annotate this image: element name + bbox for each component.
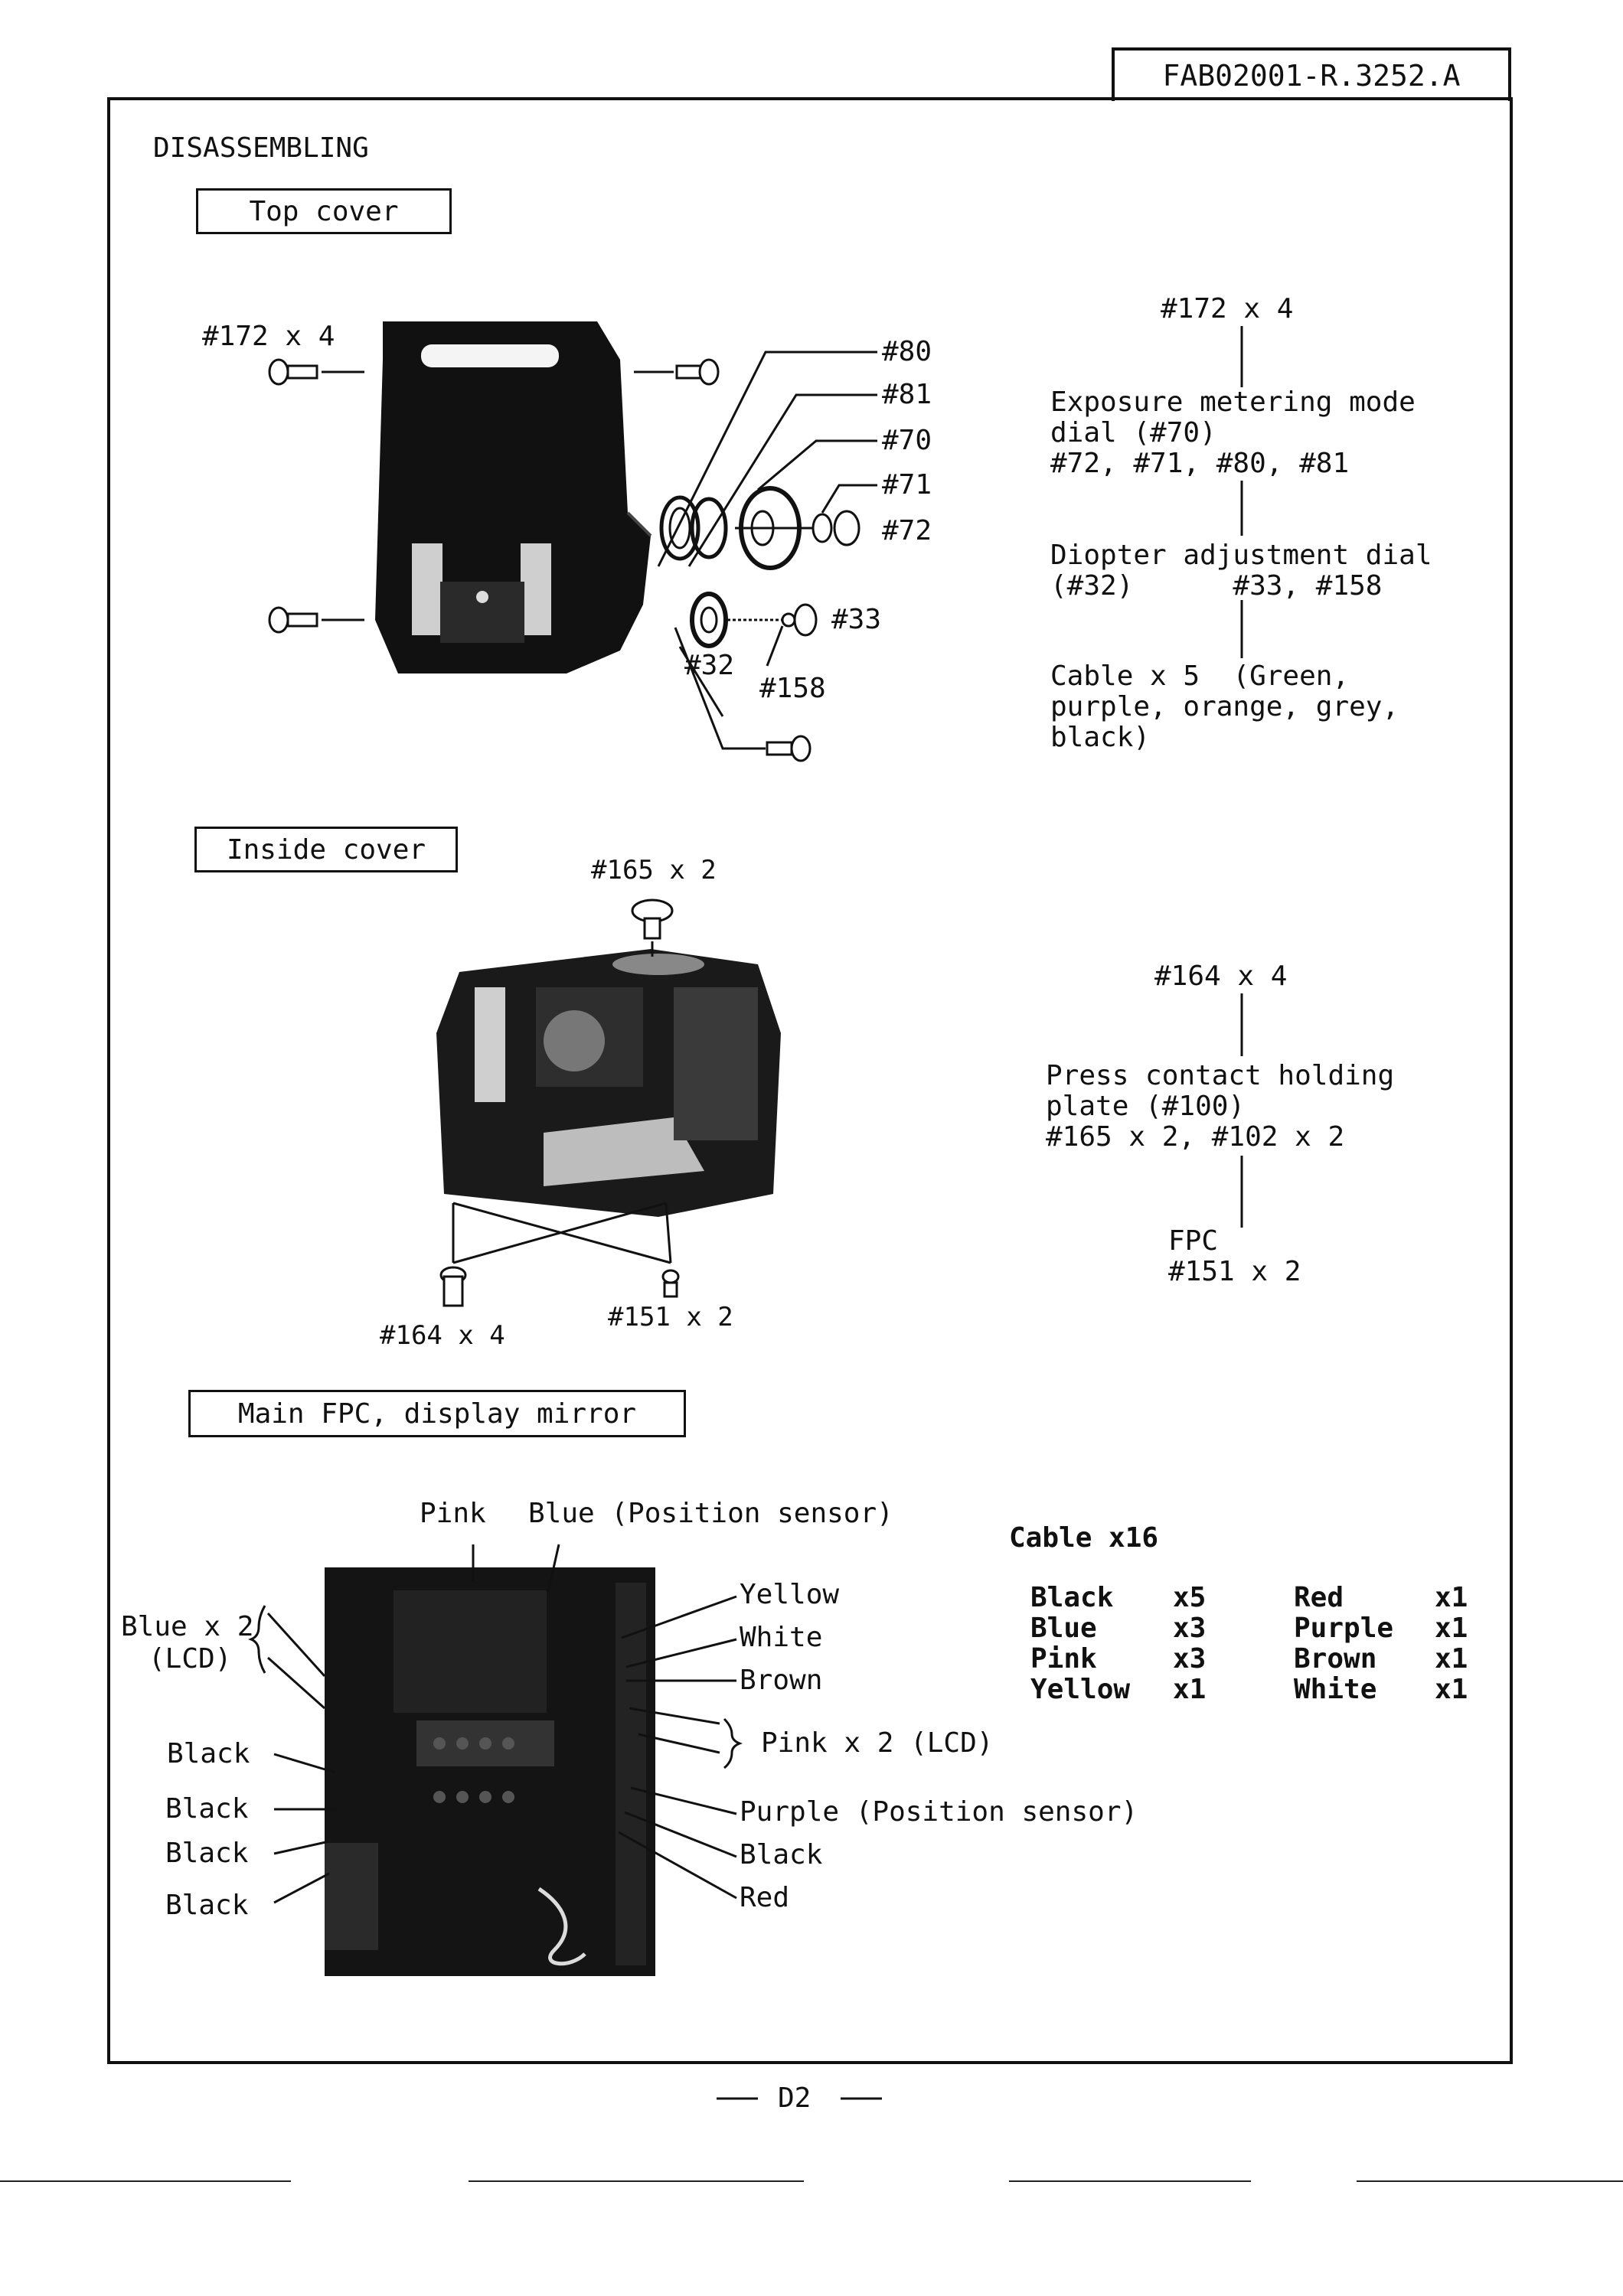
callout-black-right: Black bbox=[740, 1839, 823, 1870]
callout-blue-position-sensor: Blue (Position sensor) bbox=[528, 1498, 893, 1529]
top-flow-step4-line1: Cable x 5 (Green, bbox=[1050, 660, 1350, 692]
callout-part-151: #151 x 2 bbox=[608, 1302, 733, 1332]
callout-part-72: #72 bbox=[882, 515, 932, 546]
inside-flow-step2-line1: Press contact holding bbox=[1046, 1060, 1395, 1091]
cable-count: x1 bbox=[1435, 1582, 1468, 1613]
cable-count: x3 bbox=[1173, 1613, 1207, 1644]
callout-blue-x2: Blue x 2 bbox=[121, 1611, 254, 1642]
callout-part-80: #80 bbox=[882, 336, 932, 367]
callout-white: White bbox=[740, 1622, 823, 1653]
callout-part-32: #32 bbox=[684, 650, 735, 681]
top-flow-step3-line1: Diopter adjustment dial bbox=[1050, 540, 1432, 571]
callout-pink-x2-lcd: Pink x 2 (LCD) bbox=[761, 1727, 994, 1759]
cable-table-title: Cable x16 bbox=[1009, 1522, 1159, 1554]
cable-color: White bbox=[1294, 1674, 1377, 1705]
callout-black-4: Black bbox=[165, 1890, 249, 1921]
section-label-inside-cover: Inside cover bbox=[194, 827, 458, 872]
callout-red: Red bbox=[740, 1882, 790, 1913]
callout-purple-position-sensor: Purple (Position sensor) bbox=[740, 1796, 1138, 1828]
top-flow-step2-line1: Exposure metering mode bbox=[1050, 386, 1416, 418]
inside-flow-step3-line2: #151 x 2 bbox=[1168, 1256, 1301, 1287]
callout-pink-top: Pink bbox=[420, 1498, 486, 1529]
callout-lcd: (LCD) bbox=[149, 1643, 232, 1675]
inside-flow-step2-line2: plate (#100) bbox=[1046, 1091, 1246, 1122]
top-flow-step2-line2: dial (#70) bbox=[1050, 417, 1216, 448]
callout-black-2: Black bbox=[165, 1793, 249, 1825]
callout-screw-172: #172 x 4 bbox=[202, 321, 335, 352]
cable-count: x3 bbox=[1173, 1643, 1207, 1675]
top-flow-step4-line3: black) bbox=[1050, 722, 1151, 753]
cable-color: Yellow bbox=[1030, 1674, 1131, 1705]
cable-color: Pink bbox=[1030, 1643, 1097, 1675]
top-flow-step4-line2: purple, orange, grey, bbox=[1050, 691, 1399, 722]
cable-color: Red bbox=[1294, 1582, 1344, 1613]
callout-black-3: Black bbox=[165, 1838, 249, 1869]
top-flow-step3-line2: (#32) #33, #158 bbox=[1050, 570, 1383, 602]
section-label-top-cover: Top cover bbox=[196, 188, 452, 234]
cable-count: x1 bbox=[1435, 1643, 1468, 1675]
cable-color: Blue bbox=[1030, 1613, 1097, 1644]
cable-color: Purple bbox=[1294, 1613, 1394, 1644]
callout-part-33: #33 bbox=[831, 604, 882, 635]
cable-count: x5 bbox=[1173, 1582, 1207, 1613]
top-flow-step2-line3: #72, #71, #80, #81 bbox=[1050, 448, 1350, 479]
callout-black-1: Black bbox=[167, 1738, 250, 1769]
section-label-main-fpc: Main FPC, display mirror bbox=[188, 1390, 686, 1437]
cable-color: Black bbox=[1030, 1582, 1114, 1613]
inside-flow-step3-line1: FPC bbox=[1168, 1225, 1219, 1257]
inside-flow-step1: #164 x 4 bbox=[1154, 960, 1288, 992]
page-footer: D2 bbox=[778, 2082, 812, 2114]
callout-brown: Brown bbox=[740, 1665, 823, 1696]
top-flow-step1: #172 x 4 bbox=[1161, 293, 1294, 325]
document-number: FAB02001-R.3252.A bbox=[1112, 47, 1511, 101]
cable-color: Brown bbox=[1294, 1643, 1377, 1675]
callout-yellow: Yellow bbox=[740, 1579, 840, 1610]
callout-part-81: #81 bbox=[882, 379, 932, 410]
cable-count: x1 bbox=[1435, 1674, 1468, 1705]
page-heading: DISASSEMBLING bbox=[153, 132, 369, 164]
cable-count: x1 bbox=[1435, 1613, 1468, 1644]
cable-count: x1 bbox=[1173, 1674, 1207, 1705]
inside-flow-step2-line3: #165 x 2, #102 x 2 bbox=[1046, 1121, 1345, 1153]
callout-part-158: #158 bbox=[759, 673, 826, 704]
callout-part-71: #71 bbox=[882, 469, 932, 501]
callout-part-70: #70 bbox=[882, 425, 932, 456]
callout-part-164: #164 x 4 bbox=[380, 1320, 505, 1351]
callout-part-165: #165 x 2 bbox=[591, 855, 717, 885]
